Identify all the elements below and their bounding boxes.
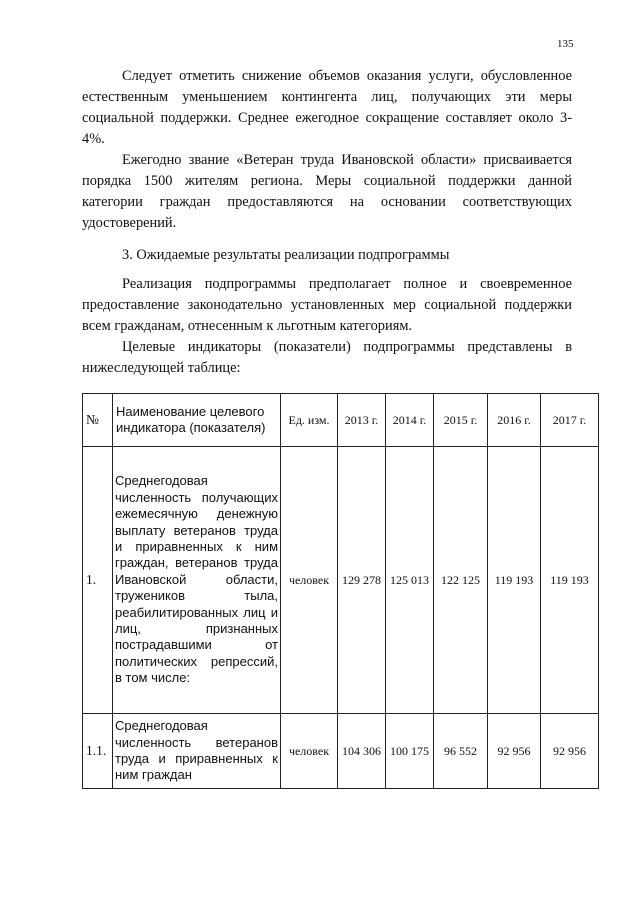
table-row (83, 714, 599, 789)
row-num: 1. (83, 447, 113, 714)
page-number: 135 (557, 38, 574, 50)
row-value-2016: 119 193 (488, 447, 541, 714)
row-value-2015: 122 125 (434, 447, 488, 714)
row-value-2013: 104 306 (338, 714, 386, 789)
paragraph-decline: Следует отметить снижение объемов оказания услуги, обусловленное естественным уменьшением контингента лиц, получающих эти меры социальной поддержки. Среднее ежегодное сокращение составляет около 3-4%. (82, 68, 572, 147)
header-2015: 2015 г. (434, 394, 488, 447)
row-unit: человек (281, 714, 338, 789)
row-indicator-name: Среднегодовая численность ветеранов труда и приравненных к ним граждан (113, 714, 281, 789)
paragraph-veteran-title: Ежегодно звание «Ветеран труда Ивановской области» присваивается порядка 1500 жителям региона. Меры социальной поддержки данной категории граждан предоставляются на основании соответствующих удостоверений. (82, 152, 572, 231)
row-value-2017: 119 193 (541, 447, 599, 714)
row-unit: человек (281, 447, 338, 714)
row-value-2014: 100 175 (386, 714, 434, 789)
paragraph-indicators-intro: Целевые индикаторы (показатели) подпрограммы представлены в нижеследующей таблице: (82, 339, 572, 376)
header-2016: 2016 г. (488, 394, 541, 447)
row-indicator-name: Среднегодовая численность получающих ежемесячную денежную выплату ветеранов труда и приравненных к ним граждан, ветеранов труда Ивановской области, тружеников тыла, реабилитированных лиц и лиц, признанных пострадавшими от политических репрессий, в том числе: (113, 447, 281, 714)
table-row (83, 447, 599, 714)
header-2017: 2017 г. (541, 394, 599, 447)
row-value-2013: 129 278 (338, 447, 386, 714)
row-value-2015: 96 552 (434, 714, 488, 789)
table-header-row (83, 394, 599, 447)
header-2013: 2013 г. (338, 394, 386, 447)
row-value-2017: 92 956 (541, 714, 599, 789)
header-num: № (83, 394, 113, 447)
row-value-2014: 125 013 (386, 447, 434, 714)
header-2014: 2014 г. (386, 394, 434, 447)
paragraph-implementation: Реализация подпрограммы предполагает полное и своевременное предоставление законодательно установленных мер социальной поддержки всем гражданам, отнесенным к льготным категориям. (82, 276, 572, 334)
indicators-table (82, 393, 599, 789)
row-value-2016: 92 956 (488, 714, 541, 789)
header-unit: Ед. изм. (281, 394, 338, 447)
header-indicator-name: Наименование целевого индикатора (показателя) (113, 394, 281, 447)
section-heading: 3. Ожидаемые результаты реализации подпрограммы (122, 247, 450, 263)
row-num: 1.1. (83, 714, 113, 789)
